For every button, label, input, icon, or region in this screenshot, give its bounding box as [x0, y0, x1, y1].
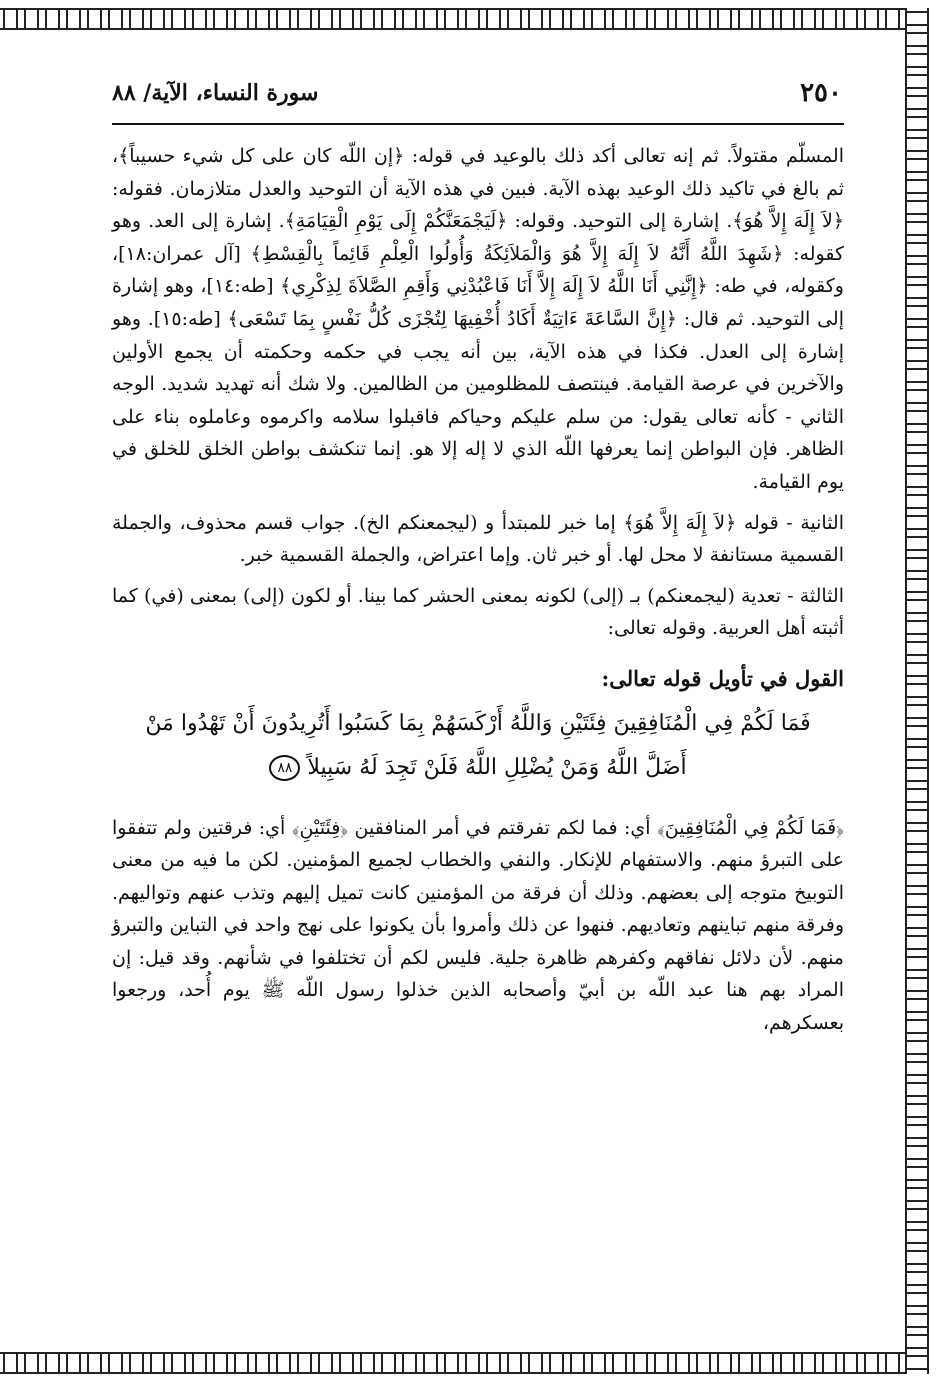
verse-line-2: أَضَلَّ اللَّهُ وَمَنْ يُضْلِلِ اللَّهُ فَلَنْ تَجِدَ لَهُ سَبِيلاً	[307, 754, 687, 780]
page-body	[112, 140, 844, 1040]
header-divider	[112, 123, 844, 125]
paragraph-1: المسلّم مقتولاً. ثم إنه تعالى أكد ذلك بالوعيد في قوله: ﴿إن اللّه كان على كل شيء حسيباً﴾، ثم بالغ في تاكيد ذلك الوعيد بهذه الآية. فبين في هذه الآية أن التوحيد والعدل متلازمان. فقوله: ﴿لاَ إِلَهَ إِلاَّ هُوَ﴾. إشارة إلى التوحيد. وقوله: ﴿لَيَجْمَعَنَّكُمْ إِلَى يَوْمِ الْقِيَامَةِ﴾. إشارة إلى العد. وهو كقوله: ﴿شَهِدَ اللَّهُ أَنَّهُ لاَ إِلَهَ إِلاَّ هُوَ وَالْمَلاَئِكَةُ وَأُولُوا الْعِلْمِ قَائِماً بِالْقِسْطِ﴾ [آل عمران:١٨]، وكقوله، في طه: ﴿إِنَّنِي أَنَا اللَّهُ لاَ إِلَهَ إِلاَّ أَنَا فَاعْبُدْنِي وَأَقِمِ الصَّلاَةَ لِذِكْرِي﴾ [طه:١٤]، وهو إشارة إلى التوحيد. ثم قال: ﴿إِنَّ السَّاعَةَ ءَاتِيَةٌ أَكَادُ أُخْفِيهَا لِتُجْزَى كُلُّ نَفْسٍ بِمَا تَسْعَى﴾ [طه:١٥]. وهو إشارة إلى العدل. فكذا في هذه الآية، بين أنه يجب في حكمه وحكمته أن يجمع الأولين والآخرين في عرصة القيامة. فينتصف للمظلومين من الظالمين. ولا شك أنه تهديد شديد. الوجه الثاني - كأنه تعالى يقول: من سلم عليكم وحياكم فاقبلوا سلامه واكرموه وعاملوه بناء على الظاهر. فإن البواطن إنما يعرفها اللّه الذي لا إله إلا هو. إنما تنكشف بواطن الخلق للخلق في يوم القيامة.	[112, 145, 844, 493]
page-number: ٢٥٠	[800, 78, 842, 108]
section-heading: القول في تأويل قوله تعالى:	[601, 665, 844, 691]
decorative-border-bottom	[0, 1352, 905, 1374]
paragraph-2: الثانية - قوله ﴿لاَ إِلَهَ إِلاَّ هُوَ﴾ إما خبر للمبتدأ و (ليجمعنكم الخ). جواب قسم محذوف، والجملة القسمية مستانفة لا محل لها. أو خبر ثان. وإما اعتراض، والجملة القسمية خبر.	[112, 511, 844, 567]
verse-line-1: فَمَا لَكُمْ فِي الْمُنَافِقِينَ فِئَتَيْنِ وَاللَّهُ أَرْكَسَهُمْ بِمَا كَسَبُوا أَتُرِيدُونَ أَنْ تَهْدُوا مَنْ	[145, 710, 811, 736]
page-header	[112, 78, 842, 118]
paragraph-3: الثالثة - تعدية (ليجمعنكم) بـ (إلى) لكونه بمعنى الحشر كما بينا. أو لكون (إلى) بمعنى (في) كما أثبته أهل العربية. وقوله تعالى:	[112, 584, 844, 640]
verse-number: ٨٨	[269, 755, 300, 781]
running-title: سورة النساء، الآية/ ٨٨	[112, 80, 319, 106]
decorative-border-right	[905, 8, 929, 1374]
quran-verse	[112, 702, 844, 790]
decorative-border-top	[0, 8, 905, 30]
commentary: ﴿فَمَا لَكُمْ فِي الْمُنَافِقِينَ﴾ أي: فما لكم تفرقتم في أمر المنافقين ﴿فِئَتَيْنِ﴾ أي: فرقتين ولم تتفقوا على التبرؤ منهم. والاستفهام للإنكار. والنفي والخطاب لجميع المؤمنين. لكن ما فيه من معنى التوبيخ متوجه إلى بعضهم. وذلك أن فرقة من المؤمنين كانت تميل إليهم وتذب عنهم وتواليهم. وفرقة منهم تباينهم وتعاديهم. فنهوا عن ذلك وأمروا بأن يكونوا على نهج واحد في التباين والتبرؤ منهم. لأن دلائل نفاقهم وكفرهم ظاهرة جلية. فليس لكم أن تختلفوا في شأنهم. وقد قيل: إن المراد بهم هنا عبد اللّه بن أبيّ وأصحابه الذين خذلوا رسول اللّه ﷺ يوم أُحد، ورجعوا بعسكرهم،	[112, 816, 844, 1035]
